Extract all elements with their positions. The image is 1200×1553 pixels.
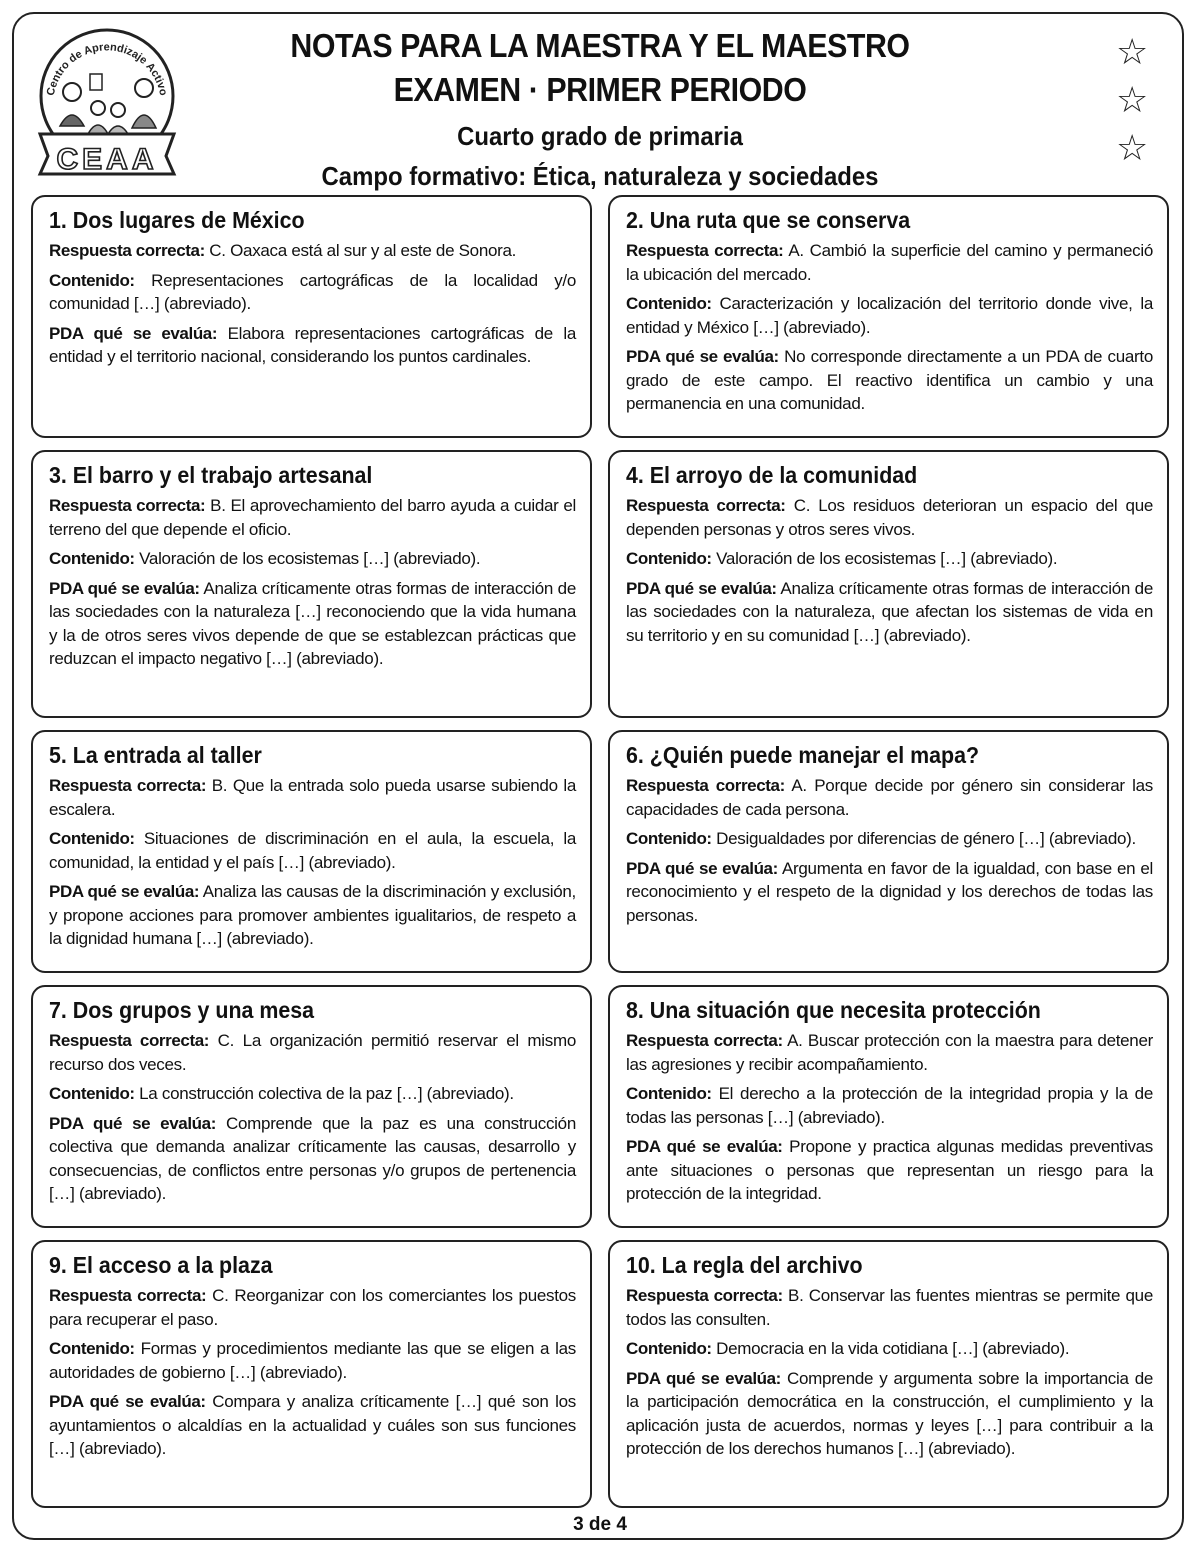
content-text: Caracterización y localización del territorio donde vive, la entidad y México […] (abreviado). (626, 294, 1153, 337)
content-label: Contenido: (626, 1339, 712, 1358)
exam-title: EXAMEN · PRIMER PERIODO (393, 71, 807, 108)
card-title: 1. Dos lugares de México (49, 207, 305, 233)
content-text: Valoración de los ecosistemas […] (abreviado). (139, 549, 481, 568)
pda-row (49, 1390, 576, 1461)
card-title: 7. Dos grupos y una mesa (49, 997, 315, 1023)
content-row (626, 292, 1153, 339)
card-title: 3. El barro y el trabajo artesanal (49, 462, 373, 488)
question-card-10 (608, 1240, 1169, 1508)
ceaa-logo (32, 16, 182, 176)
pda-row (626, 857, 1153, 928)
answer-label: Respuesta correcta: (49, 241, 205, 260)
pda-label: PDA qué se evalúa: (49, 1113, 216, 1133)
content-label: Contenido: (626, 829, 712, 848)
answer-row (49, 1029, 576, 1076)
card-title: 9. El acceso a la plaza (49, 1252, 273, 1278)
content-text: Valoración de los ecosistemas […] (abreviado). (716, 549, 1058, 568)
pda-row (49, 577, 576, 671)
pda-row (49, 880, 576, 951)
pda-label: PDA qué se evalúa: (626, 858, 778, 878)
grade-title: Cuarto grado de primaria (457, 121, 743, 151)
answer-text: C. Oaxaca está al sur y al este de Sonora. (209, 241, 517, 260)
question-card-5 (31, 730, 592, 973)
pda-label: PDA qué se evalúa: (626, 1368, 781, 1388)
answer-label: Respuesta correcta: (626, 496, 786, 515)
answer-text: B. El aprovechamiento del barro ayuda a cuidar el terreno del que depende el oficio. (49, 496, 576, 539)
content-row (626, 1082, 1153, 1129)
logo-arc-text: Centro de Aprendizaje Activo (44, 41, 170, 97)
answer-label: Respuesta correcta: (626, 1031, 783, 1050)
answer-text: A. Buscar protección con la maestra para detener las agresiones y recibir acompañamiento. (626, 1031, 1153, 1074)
answer-text: A. Porque decide por género sin considerar las capacidades de cada persona. (626, 776, 1154, 819)
answer-row (626, 774, 1153, 821)
answer-label: Respuesta correcta: (626, 776, 785, 795)
answer-text: B. Conservar las fuentes mientras se permite que todos las consulten. (626, 1286, 1153, 1329)
pda-text: Analiza críticamente otras formas de interacción de las sociedades con la naturaleza, que afectan los sistemas de vida en su territorio y en su comunidad […] (abreviado). (626, 578, 1153, 645)
pda-text: Propone y practica algunas medidas preventivas ante situaciones o personas que representan un riesgo para la protección de la integridad. (626, 1137, 1153, 1203)
pda-text: Comprende que la paz es una construcción colectiva que demanda analizar críticamente las causas, desarrollo y consecuencias, de conflictos entre personas y/o grupos de pertenencia […] (abreviado). (49, 1113, 576, 1203)
content-label: Contenido: (626, 1084, 712, 1103)
content-label: Contenido: (49, 1084, 135, 1103)
content-row (49, 269, 576, 316)
pda-text: Analiza las causas de la discriminación y exclusión, y propone acciones para promover ambientes igualitarios, de respeto a la dignidad humana […] (abreviado). (49, 882, 576, 948)
answer-row (49, 494, 576, 541)
answer-text: C. Reorganizar con los comerciantes los puestos para recuperar el paso. (49, 1286, 576, 1329)
pda-text: Compara y analiza críticamente […] qué son los ayuntamientos o alcaldías en la actualidad y cuáles son sus funciones […] (abreviado). (49, 1392, 576, 1458)
content-text: Democracia en la vida cotidiana […] (abreviado). (716, 1339, 1070, 1358)
answer-row (49, 239, 576, 263)
content-label: Contenido: (49, 549, 135, 568)
pda-text: No corresponde directamente a un PDA de cuarto grado de este campo. El reactivo identifica un cambio y una permanencia en una comunidad. (626, 347, 1153, 413)
question-card-4 (608, 450, 1169, 718)
content-label: Contenido: (626, 294, 712, 313)
card-title: 10. La regla del archivo (626, 1252, 863, 1278)
question-card-9 (31, 1240, 592, 1508)
card-title: 2. Una ruta que se conserva (626, 207, 911, 233)
logo-text: CEAA (56, 143, 158, 176)
question-card-1 (31, 195, 592, 438)
answer-text: C. Los residuos deterioran un espacio del que dependen personas y otros seres vivos. (626, 496, 1153, 539)
content-text: Formas y procedimientos mediante las que se eligen a las autoridades de gobierno […] (abreviado). (49, 1339, 576, 1382)
answer-label: Respuesta correcta: (49, 1286, 207, 1305)
pda-text: Elabora representaciones cartográficas de la entidad y el territorio nacional, considerando los puntos cardinales. (49, 323, 576, 366)
answer-text: C. La organización permitió reservar el mismo recurso dos veces. (49, 1031, 576, 1074)
card-title: 6. ¿Quién puede manejar el mapa? (626, 742, 980, 768)
pda-row (49, 322, 576, 369)
content-label: Contenido: (49, 829, 135, 848)
answer-row (49, 1284, 576, 1331)
question-card-2 (608, 195, 1169, 438)
answer-label: Respuesta correcta: (49, 776, 207, 795)
pda-label: PDA qué se evalúa: (49, 578, 200, 598)
pda-label: PDA qué se evalúa: (49, 323, 218, 343)
pda-label: PDA qué se evalúa: (626, 1137, 783, 1156)
content-label: Contenido: (49, 270, 135, 290)
page-header (200, 24, 1000, 196)
content-text: Representaciones cartográficas de la localidad y/o comunidad […] (abreviado). (49, 270, 576, 313)
question-card-8 (608, 985, 1169, 1228)
pda-row (626, 345, 1153, 416)
answer-row (49, 774, 576, 821)
pda-text: Comprende y argumenta sobre la importancia de la participación democrática en la construcción, el cumplimiento y la aplicación justa de acuerdos, normas y leyes […] para contribuir a la protección de los derechos humanos […] (abreviado). (626, 1368, 1153, 1458)
answer-row (626, 494, 1153, 541)
content-text: La construcción colectiva de la paz […] (abreviado). (139, 1084, 514, 1103)
content-row (626, 547, 1153, 571)
pda-row (626, 577, 1153, 648)
answer-label: Respuesta correcta: (49, 496, 206, 515)
pda-label: PDA qué se evalúa: (49, 1392, 206, 1411)
answer-text: B. Que la entrada solo pueda usarse subiendo la escalera. (49, 776, 577, 819)
question-card-7 (31, 985, 592, 1228)
content-label: Contenido: (626, 549, 712, 568)
content-row (49, 827, 576, 874)
content-label: Contenido: (49, 1339, 135, 1358)
rating-stars (1116, 28, 1156, 172)
main-title: NOTAS PARA LA MAESTRA Y EL MAESTRO (290, 27, 910, 64)
pda-label: PDA qué se evalúa: (626, 347, 779, 366)
answer-label: Respuesta correcta: (626, 241, 784, 260)
question-card-6 (608, 730, 1169, 973)
pda-row (626, 1135, 1153, 1206)
pda-text: Analiza críticamente otras formas de interacción de las sociedades con la naturaleza […] reconociendo que la vida humana y la de otros seres vivos depende de que se establezcan prácticas que reduzcan el impacto negativo […] (abreviado). (49, 578, 576, 668)
answer-label: Respuesta correcta: (49, 1031, 210, 1050)
pda-label: PDA qué se evalúa: (49, 882, 200, 901)
page-number: 3 de 4 (573, 1514, 627, 1535)
card-title: 8. Una situación que necesita protección (626, 997, 1041, 1023)
pda-text: Argumenta en favor de la igualdad, con base en el reconocimiento y el respeto de la dignidad y los derechos de todas las personas. (626, 858, 1153, 925)
content-row (49, 1082, 576, 1106)
answer-text: A. Cambió la superficie del camino y permaneció la ubicación del mercado. (626, 241, 1154, 284)
answer-label: Respuesta correcta: (626, 1286, 783, 1305)
content-text: Desigualdades por diferencias de género […] (abreviado). (716, 829, 1136, 848)
field-title: Campo formativo: Ética, naturaleza y sociedades (321, 161, 879, 191)
star-outline-icon: ☆ (1116, 127, 1149, 168)
content-row (49, 547, 576, 571)
star-outline-icon: ☆ (1116, 79, 1149, 120)
content-row (49, 1337, 576, 1384)
question-card-3 (31, 450, 592, 718)
answer-row (626, 239, 1153, 286)
pda-row (49, 1112, 576, 1206)
card-title: 4. El arroyo de la comunidad (626, 462, 918, 488)
pda-label: PDA qué se evalúa: (626, 578, 777, 598)
answer-row (626, 1029, 1153, 1076)
content-row (626, 827, 1153, 851)
content-text: Situaciones de discriminación en el aula, la escuela, la comunidad, la entidad y el país […] (abreviado). (49, 829, 576, 872)
answer-row (626, 1284, 1153, 1331)
content-text: El derecho a la protección de la integridad propia y la de todas las personas […] (abreviado). (626, 1084, 1153, 1127)
content-row (626, 1337, 1153, 1361)
star-outline-icon: ☆ (1116, 31, 1149, 72)
pda-row (626, 1367, 1153, 1461)
card-title: 5. La entrada al taller (49, 742, 262, 768)
